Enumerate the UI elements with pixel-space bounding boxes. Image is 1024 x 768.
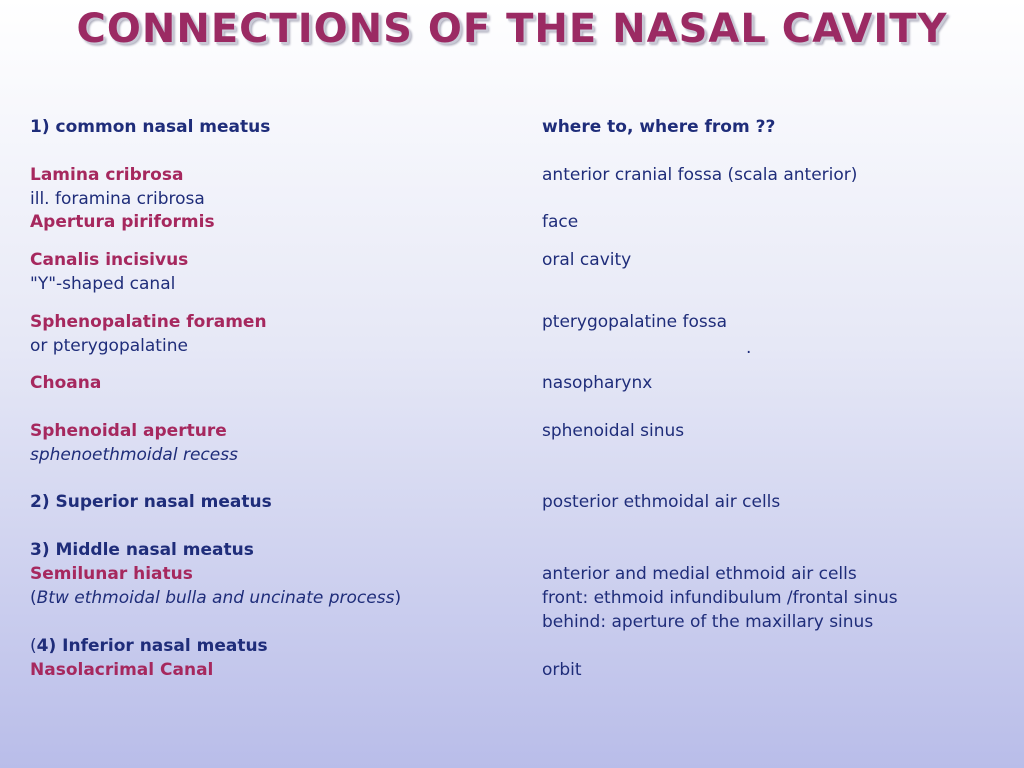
dest-posterior-ethmoidal: posterior ethmoidal air cells xyxy=(542,492,781,512)
dest-nasopharynx: nasopharynx xyxy=(542,373,653,393)
note-foramina-cribrosa: ill. foramina cribrosa xyxy=(30,189,205,209)
dest-anterior-medial-ethmoid: anterior and medial ethmoid air cells xyxy=(542,564,857,584)
term-sphenoidal-aperture: Sphenoidal aperture xyxy=(30,421,227,441)
header-common-meatus: 1) common nasal meatus xyxy=(30,117,271,137)
slide-title: CONNECTIONS OF THE NASAL CAVITY xyxy=(76,6,948,52)
term-lamina-cribrosa: Lamina cribrosa xyxy=(30,165,184,185)
dest-face: face xyxy=(542,212,579,232)
note-paren-open: ( xyxy=(30,588,37,608)
header-where-to: where to, where from ?? xyxy=(542,117,776,137)
stray-dot: . xyxy=(746,338,752,358)
term-semilunar-hiatus: Semilunar hiatus xyxy=(30,564,193,584)
note-or-pterygopalatine: or pterygopalatine xyxy=(30,336,188,356)
note-italic-text: Btw ethmoidal bulla and uncinate process xyxy=(36,588,395,608)
term-sphenopalatine-foramen: Sphenopalatine foramen xyxy=(30,312,267,332)
dest-sphenoidal-sinus: sphenoidal sinus xyxy=(542,421,685,441)
term-apertura-piriformis: Apertura piriformis xyxy=(30,212,215,232)
heading-middle-meatus: 3) Middle nasal meatus xyxy=(30,540,254,560)
note-y-shaped-canal: "Y"-shaped canal xyxy=(30,274,176,294)
note-sphenoethmoidal-recess: sphenoethmoidal recess xyxy=(30,445,238,465)
term-nasolacrimal-canal: Nasolacrimal Canal xyxy=(30,660,214,680)
heading-paren-open: ( xyxy=(30,636,37,656)
heading-superior-meatus: 2) Superior nasal meatus xyxy=(30,492,272,512)
note-paren-close: ) xyxy=(394,588,402,608)
dest-pterygopalatine-fossa: pterygopalatine fossa xyxy=(542,312,728,332)
dest-front-frontal-sinus: front: ethmoid infundibulum /frontal sinus xyxy=(542,588,898,608)
dest-oral-cavity: oral cavity xyxy=(542,250,632,270)
heading-inferior-meatus xyxy=(30,636,268,656)
heading-inferior-text: 4) Inferior nasal meatus xyxy=(36,636,268,656)
note-btw-ethmoidal-bulla xyxy=(30,588,401,608)
term-canalis-incisivus: Canalis incisivus xyxy=(30,250,189,270)
dest-anterior-cranial-fossa: anterior cranial fossa (scala anterior) xyxy=(542,165,858,185)
dest-orbit: orbit xyxy=(542,660,582,680)
dest-behind-maxillary-sinus: behind: aperture of the maxillary sinus xyxy=(542,612,874,632)
term-choana: Choana xyxy=(30,373,102,393)
